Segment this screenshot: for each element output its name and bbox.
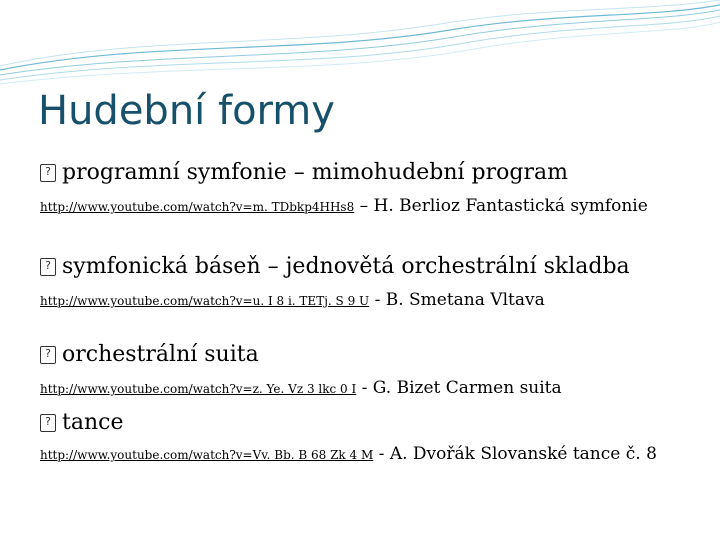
wave-line [0,10,720,75]
youtube-link[interactable]: http://www.youtube.com/watch?v=z. Ye. Vz 3 lkc 0 I [40,382,357,396]
wave-line [0,5,720,70]
slide-title: Hudební formy [38,88,335,134]
unknown-glyph-box-icon: ? [40,164,56,182]
youtube-link[interactable]: http://www.youtube.com/watch?v=Vv. Bb. B 68 Zk 4 M [40,448,374,462]
youtube-link[interactable]: http://www.youtube.com/watch?v=m. TDbkp4HHs8 [40,200,355,214]
link-description: - B. Smetana Vltava [374,290,545,310]
link-line [40,378,562,398]
bullet-item [40,160,568,185]
link-line [40,196,648,216]
unknown-glyph-box-icon: ? [40,414,56,432]
bullet-text: tance [62,410,124,435]
link-description: - G. Bizet Carmen suita [361,378,562,398]
link-line [40,444,657,464]
unknown-glyph-box-icon: ? [40,346,56,364]
link-description: - A. Dvořák Slovanské tance č. 8 [378,444,657,464]
bullet-item [40,410,123,435]
wave-line [0,16,720,80]
bullet-text: symfonická báseň – jednovětá orchestrální skladba [62,254,630,279]
youtube-link[interactable]: http://www.youtube.com/watch?v=u. I 8 i. TETj. S 9 U [40,294,370,308]
decorative-wave-header [0,0,720,90]
bullet-item [40,254,630,279]
wave-line [0,22,720,84]
link-description: – H. Berlioz Fantastická symfonie [359,196,648,216]
bullet-text: programní symfonie – mimohudební program [62,160,568,185]
unknown-glyph-box-icon: ? [40,258,56,276]
bullet-text: orchestrální suita [62,342,259,367]
bullet-item [40,342,259,367]
link-line [40,290,545,310]
